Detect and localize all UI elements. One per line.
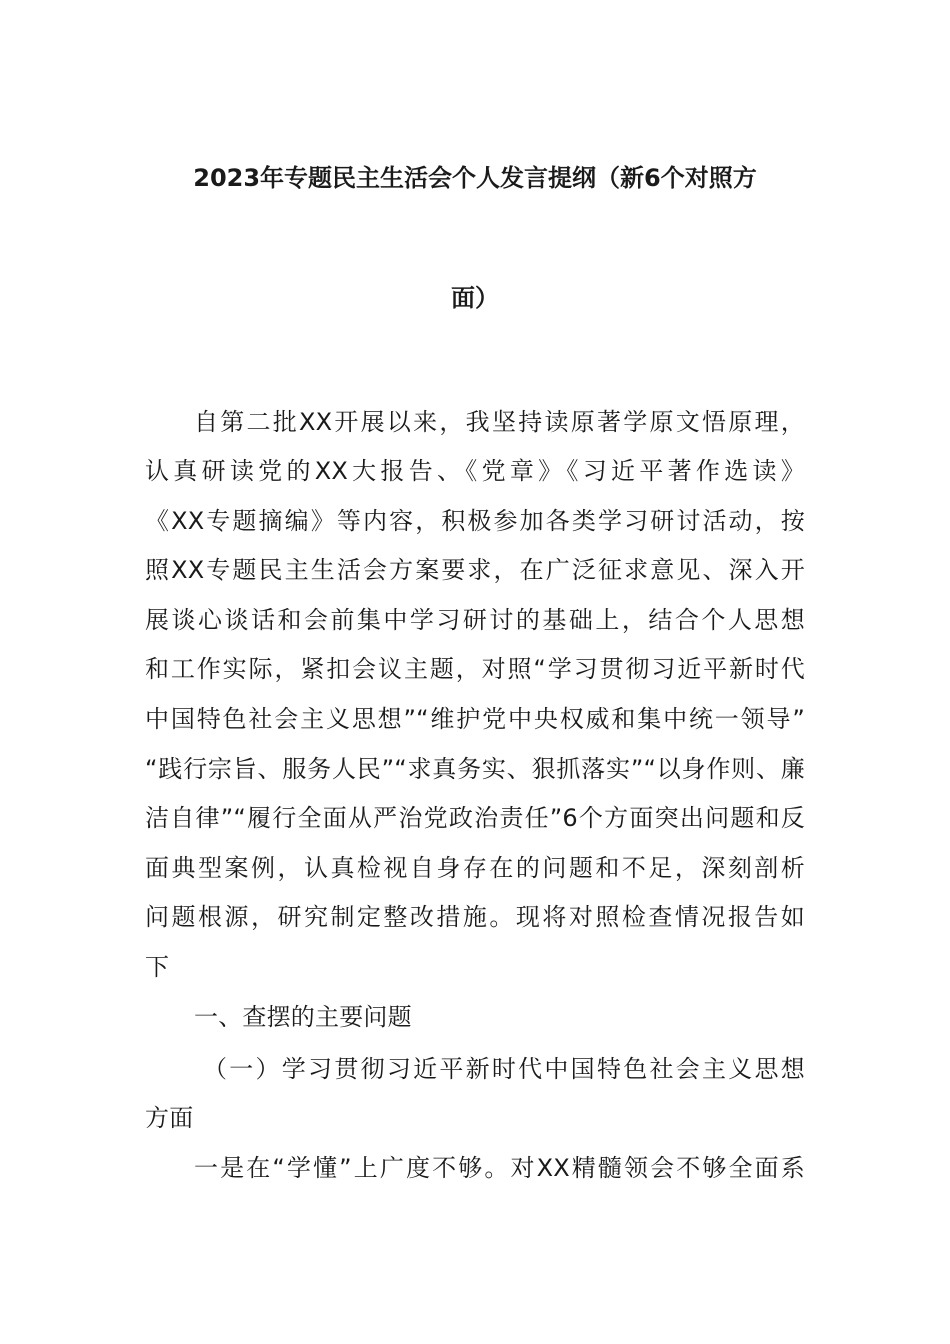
intro-line: 问题根源，研究制定整改措施。现将对照检查情况报告如 [145,903,805,931]
intro-line: 和工作实际，紧扣会议主题，对照“学习贯彻习近平新时代 [145,655,805,683]
intro-line: 认真研读党的XX大报告、《党章》《习近平著作选读》 [145,457,805,485]
intro-line: 照XX专题民主生活会方案要求，在广泛征求意见、深入开 [145,556,805,584]
body-paragraph-line: 一是在“学懂”上广度不够。对XX精髓领会不够全面系 [194,1154,805,1182]
intro-line: 自第二批XX开展以来，我坚持读原著学原文悟原理， [194,408,805,436]
intro-line: 展谈心谈话和会前集中学习研讨的基础上，结合个人思想 [145,606,805,634]
document-title-line-1: 2023年专题民主生活会个人发言提纲（新6个对照方 [193,164,757,192]
intro-line: 《XX专题摘编》等内容，积极参加各类学习研讨活动，按 [145,507,805,535]
subsection-heading-line-2: 方面 [145,1104,194,1132]
intro-line: 中国特色社会主义思想”“维护党中央权威和集中统一领导” [145,705,805,733]
intro-line: 下 [145,953,170,981]
intro-line: “践行宗旨、服务人民”“求真务实、狠抓落实”“以身作则、廉 [145,755,805,783]
subsection-heading-line-1: （一）学习贯彻习近平新时代中国特色社会主义思想 [203,1055,805,1083]
intro-line: 面典型案例，认真检视自身存在的问题和不足，深刻剖析 [145,854,805,882]
section-heading: 一、查摆的主要问题 [194,1003,412,1031]
document-title-line-2: 面） [451,284,499,312]
intro-line: 洁自律”“履行全面从严治党政治责任”6个方面突出问题和反 [145,804,805,832]
